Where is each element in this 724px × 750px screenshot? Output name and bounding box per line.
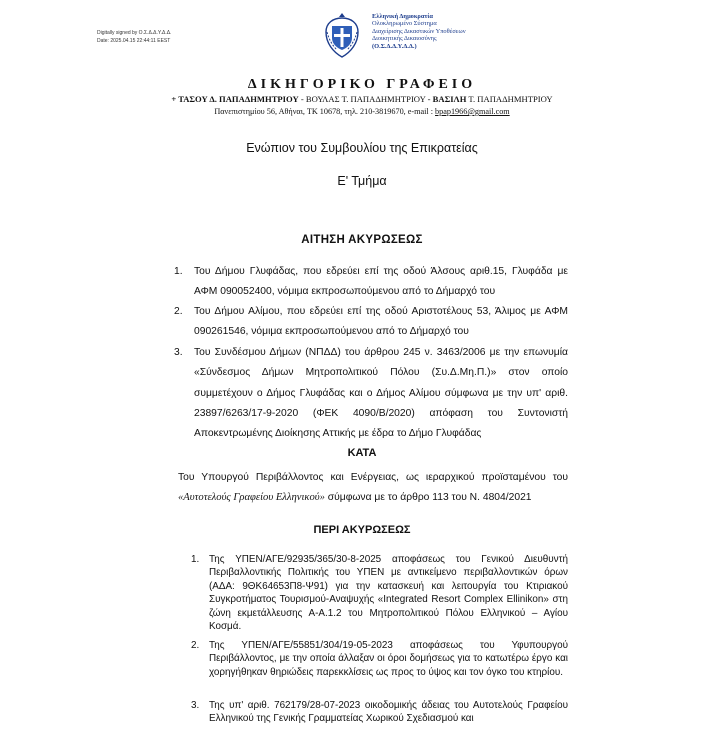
court-section: Ε' Τμήμα [337,174,387,188]
applicant-item [174,343,568,444]
office-title: ΔΙΚΗΓΟΡΙΚΟ ΓΡΑΦΕΙΟ [247,77,477,92]
ministry-block [372,13,466,50]
respondent-prefix: Του Υπουργού Περιβάλλοντος και Ενέργειας, ως ιεραρχικού προϊσταμένου του [178,472,568,483]
court-council: Ενώπιον του Συμβουλίου της Επικρατείας [246,141,478,155]
lawyer-3-rest: Τ. ΠΑΠΑΔΗΜΗΤΡΙΟΥ [466,94,553,104]
email-link[interactable]: bpap1966@gmail.com [435,107,510,116]
ministry-line-2: Ολοκληρωμένο Σύστημα [372,20,437,28]
lawyer-1: + ΤΑΣΟΥ Δ. ΠΑΠΑΔΗΜΗΤΡΙΟΥ [171,94,299,104]
list-number: 1. [191,554,200,565]
list-number: 3. [191,700,200,711]
contested-text: Της ΥΠΕΝ/ΑΓΕ/92935/365/30-8-2025 αποφάσεως του Γενικού Διευθυντή Περιβαλλοντικής Πολιτικής του ΥΠΕΝ με αντικείμενο περιβαλλοντικών όρων (ΑΔΑ: 9ΘΚ64653Π8-Ψ91) για την κατασκευή και λειτουργία του Κτιριακού Συγκροτήματος Τουρισμού-Αναψυχής «Integrated Resort Complex Ellinikon» στη ζώνη εκμετάλλευσης Α-Α.1.2 του Μητροπολιτικού Πόλου Ελληνικού – Αγίου Κοσμά. [209,554,568,633]
against-heading: ΚΑΤΑ [347,447,377,459]
respondent-paragraph [178,468,568,509]
application-title: ΑΙΤΗΣΗ ΑΚΥΡΩΣΕΩΣ [301,234,423,246]
greek-emblem-icon [321,12,363,60]
respondent-italic: «Αυτοτελούς Γραφείου Ελληνικού» [178,492,325,504]
ministry-line-1: Ελληνική Δημοκρατία [372,13,433,20]
contested-item [191,699,568,726]
contested-text: Της υπ' αριθ. 762179/28-07-2023 οικοδομικής άδειας του Αυτοτελούς Γραφείου Ελληνικού της Γενικής Γραμματείας Χωρικού Σχεδιασμού και [209,700,568,725]
lawyer-separator-2: - [425,94,433,104]
contested-text: Της ΥΠΕΝ/ΑΓΕ/55851/304/19-05-2023 αποφάσεως του Υφυπουργού Περιβάλλοντος, με την οποία άλλαξαν οι όροι δομήσεως για το κατωτέρω έργο και χορηγήθηκαν θηριώδεις παρεκκλίσεις ως προς το ύψος και τον όγκο του κτηρίου. [209,640,568,678]
ministry-line-3: Διαχείρισης Δικαστικών Υποθέσεων [372,27,466,35]
list-number: 3. [174,347,183,358]
digital-signature [97,29,171,45]
signature-signer: Digitally signed by Ο.Σ.Δ.Δ.Υ.Δ.Δ. [97,30,172,36]
annulment-heading: ΠΕΡΙ ΑΚΥΡΩΣΕΩΣ [313,524,411,536]
contested-item [191,639,568,679]
applicant-text: Του Συνδέσμου Δήμων (ΝΠΔΔ) του άρθρου 245 ν. 3463/2006 με την επωνυμία «Σύνδεσμος Δήμων Μητροπολιτικού Πόλου (Συ.Δ.Μη.Π.)» στον οποίο συμμετέχουν ο Δήμος Γλυφάδας και ο Δήμος Αλίμου σύμφωνα με την υπ' αριθ. 23897/6263/17-9-2020 (ΦΕΚ 4090/Β/2020) απόφαση του Συντονιστή Αποκεντρωμένης Διοίκησης Αττικής με έδρα το Δήμο Γλυφάδας [194,347,568,440]
list-number: 2. [174,306,183,317]
applicant-item [174,302,568,343]
ministry-line-4: Διοικητικής Δικαιοσύνης [372,35,437,43]
contested-item [191,553,568,633]
applicant-text: Του Δήμου Γλυφάδας, που εδρεύει επί της οδού Άλσους αριθ.15, Γλυφάδα με ΑΦΜ 090052400, νόμιμα εκπροσωπούμενου από το Δήμαρχό του [194,266,568,298]
applicant-text: Του Δήμου Αλίμου, που εδρεύει επί της οδού Αριστοτέλους 53, Άλιμος με ΑΦΜ 090261546, νόμιμα εκπροσωπούμενου από το Δήμαρχό του [194,306,568,338]
lawyer-separator-1: - [298,94,306,104]
list-number: 2. [191,640,200,651]
lawyer-3: ΒΑΣΙΛΗ [432,94,467,104]
lawyer-2: ΒΟΥΛΑΣ Τ. ΠΑΠΑΔΗΜΗΤΡΙΟΥ [305,94,426,104]
respondent-suffix: σύμφωνα με το άρθρο 113 του Ν. 4804/2021 [324,492,532,504]
list-number: 1. [174,266,183,277]
address-line [0,107,724,116]
lawyers-line [0,94,724,104]
address-text: Πανεπιστημίου 56, Αθήναι, ΤΚ 10678, τηλ. 210-3819670, e-mail : [214,107,436,116]
signature-date: Date: 2025.04.15 22:44:11 EEST [97,38,171,44]
applicant-item [174,262,568,303]
ministry-line-5: (Ο.Σ.Δ.Δ.Υ.Δ.Δ.) [372,42,417,50]
